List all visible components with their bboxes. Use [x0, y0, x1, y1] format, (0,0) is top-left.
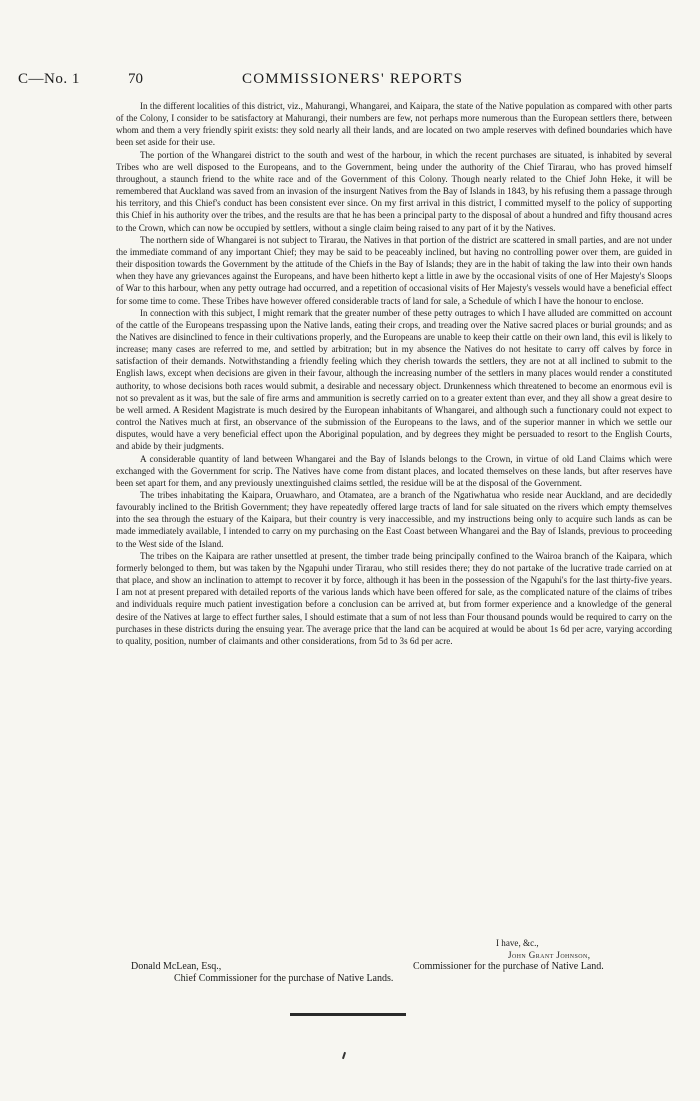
author-name: John Grant Johnson,: [508, 950, 591, 961]
stray-mark: [342, 1052, 346, 1059]
paragraph-petty-outrages: In connection with this subject, I might remark that the greater number of these petty outrages to which I have alluded are committed on account of the cattle of the Europeans trespassing upon the Native lands, eating their crops, and treading over the Native sacred places or burial grounds; and as the Natives are disinclined to fence in their cultivations properly, and the Europeans are unable to keep their cattle on their own land, this evil is likely to increase; many cases are referred to me, and settled by arbitration; but in my absence the Natives do not hesitate to carry off calves by force in satisfaction of their demands. Notwithstanding a friendly feeling which they cherish towards the settlers, they are not at all inclined to submit to the English laws, except when decisions are given in their favour, although the increasing number of the settlers in many places would render a constituted authority, to whose decisions both races would submit, a desirable and necessary object. Drunkenness which threatened to become an enormous evil is not so prevalent as it was, but the sale of fire arms and ammunition is secretly carried on to a greater extent than ever, and they all show a great desire to be well armed. A Resident Magistrate is much desired by the European inhabitants of Whangarei, and although such a functionary could not expect to control the Natives much at first, an observance of the submission of the Europeans to the laws, and of the superior manner in which we settle our disputes, would have a very beneficial effect upon the Aboriginal population, and by degrees they might be persuaded to resort to the English Courts, and abide by their judgments.: [116, 307, 672, 452]
end-rule: [290, 1013, 406, 1016]
report-body: [116, 100, 672, 647]
paragraph-kaipara-tribes: The tribes inhabitating the Kaipara, Oruawharo, and Otamatea, are a branch of the Ngatiwhatua who reside near Auckland, and are decidedly favourably inclined to the British Government; they have repeatedly offered large tracts of land for sale situated on the rivers which empty themselves into the sea through the estuary of the Kaipara, but their country is very inaccessible, and my instructions being only to acquire such lands as can be made immediately available, I intended to carry on my purchasing on the East Coast between Whangarei and the Bay of Islands, previous to proceeding to the West side of the Island.: [116, 490, 672, 549]
page-number: 70: [128, 71, 143, 87]
addressee-title: Chief Commissioner for the purchase of Native Lands.: [174, 973, 394, 985]
paragraph-timber-trade: The tribes on the Kaipara are rather unsettled at present, the timber trade being principally confined to the Wairoa branch of the Kaipara, which formerly belonged to them, but was taken by the Ngapuhi under Tirarau, who still resides there; they do not partake of the lucrative trade carried on at that place, and show an inclination to attempt to recover it by force, although it has been in the possession of the Ngapuhi's for the last thirty-five years. I am not at present prepared with detailed reports of the various lands which have been offered for sale, as the complicated nature of the claims of tribes and individuals require much patient investigation before a conclusion can be arrived at, but from former experience and a knowledge of the general desire of the Natives at large to effect further sales, I should estimate that a sum of not less than Four thousand pounds would be required to carry on the purchases in these districts during the ensuing year. The average price that the land can be acquired at would be about 1s 6d per acre, varying according to quality, position, number of claimants and other considerations, from 5d to 3s 6d per acre.: [116, 550, 672, 646]
document-reference: C—No. 1: [18, 71, 80, 87]
closing-line: I have, &c.,: [496, 938, 539, 948]
paragraph-crown-land: A considerable quantity of land between Whangarei and the Bay of Islands belongs to the Crown, in virtue of old Land Claims which were exchanged with the Government for scrip. The Natives have come from distant places, and located themselves on these lands, but after reserves have been set apart for them, and any previously unextinguished claims settled, the residue will be at the disposal of the Government.: [116, 453, 672, 488]
page-header: [0, 71, 700, 91]
paragraph-whangarei-south: The portion of the Whangarei district to the south and west of the harbour, in which the recent purchases are situated, is inhabited by several Tribes who are well disposed to the Europeans, and to the Government, being under the authority of the Chief Tirarau, who has proved himself throughout, a staunch friend to the white race and of the Government of this Colony. Though nearly related to the Chief John Heke, it will be remembered that Auckland was saved from an invasion of the insurgent Natives from the Bay of Islands in 1843, by his refusing them a passage through his territory, and this Chief's conduct has been consistent ever since. On my first arrival in this district, I committed myself to the policy of supporting this Chief in his authority over the tribes, and the results are that he has been a principal party to the disposal of about a hundred and fifty thousand acres to the Crown, which can now be occupied by settlers, without a single claim being raised to any part of it by the Natives.: [116, 149, 672, 233]
paragraph-whangarei-north: The northern side of Whangarei is not subject to Tirarau, the Natives in that portion of the district are scattered in small parties, and are not under the immediate command of any important Chief; they may be said to be peaceably inclined, but having no controlling power over them, are guided in their disposition towards the Government by the attitude of the Chiefs in the Bay of Islands; they are in the habit of taking the law into their own hands when they have any grievances against the Europeans, and have been hitherto kept a little in awe by the occasional visits of one of Her Majesty's Sloops of War to this harbour, when any petty outrage had occurred, and a repetition of occasional visits of Her Majesty's vessels would have a beneficial effect for some time to come. These Tribes have however offered considerable tracts of land for sale, a Schedule of which I have the honour to enclose.: [116, 234, 672, 306]
running-title: COMMISSIONERS' REPORTS: [242, 71, 464, 87]
author-title: Commissioner for the purchase of Native Land.: [413, 961, 604, 973]
paragraph-localities: In the different localities of this district, viz., Mahurangi, Whangarei, and Kaipara, the state of the Native population as compared with other parts of the Colony, I consider to be satisfactory at Mahurangi, their numbers are few, not perhaps more numerous than the European settlers there, between whom and them a very friendly spirit exists: they sold nearly all their lands, and are located on two ample reserves with defined boundaries which have been set aside for their use.: [116, 101, 672, 148]
addressee-name: Donald McLean, Esq.,: [131, 961, 222, 973]
signature-block: [116, 937, 672, 986]
